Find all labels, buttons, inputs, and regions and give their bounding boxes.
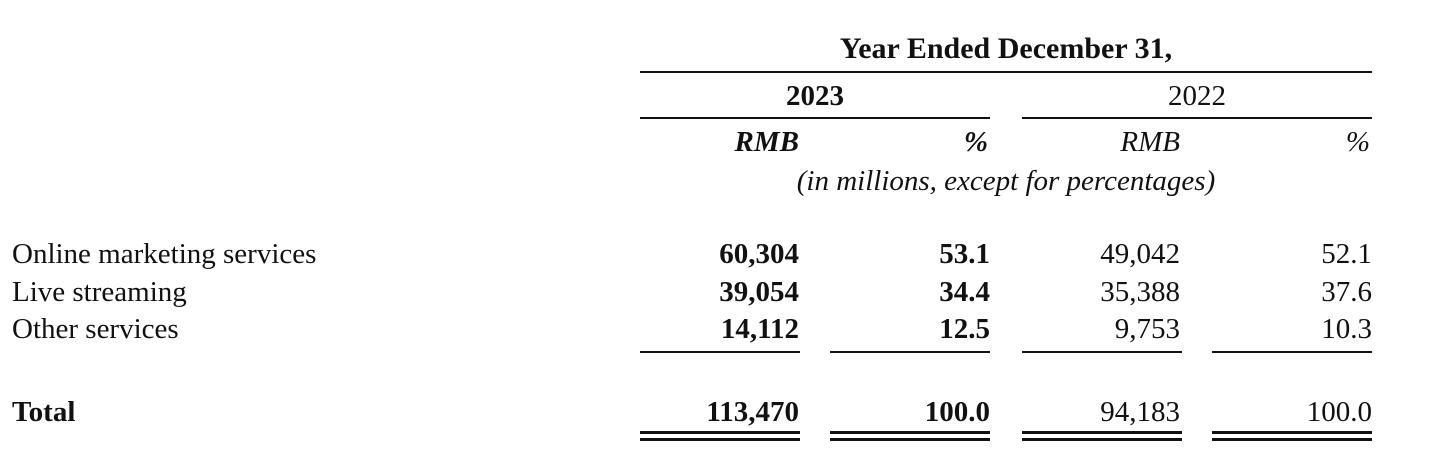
cell-pct-2022: 37.6 <box>1321 276 1372 308</box>
cell-rmb-2023: 60,304 <box>719 238 799 270</box>
total-double-rule <box>640 431 800 434</box>
total-double-rule <box>1022 438 1182 441</box>
row-label-total: Total <box>12 396 76 428</box>
period-header-rule <box>640 71 1372 73</box>
period-header: Year Ended December 31, <box>839 32 1173 65</box>
subtotal-rule <box>1212 351 1372 353</box>
col-header-pct-2022: % <box>1345 126 1370 158</box>
col-header-pct-2023: % <box>963 126 988 158</box>
col-header-rmb-2022: RMB <box>1120 126 1180 158</box>
cell-rmb-2022: 9,753 <box>1114 313 1180 345</box>
total-double-rule <box>830 431 990 434</box>
total-rmb-2023: 113,470 <box>706 396 799 428</box>
col-header-rmb-2023: RMB <box>734 126 799 158</box>
row-label-online-marketing: Online marketing services <box>12 238 317 270</box>
subtotal-rule <box>640 351 800 353</box>
unit-note: (in millions, except for percentages) <box>796 165 1216 197</box>
year-2022-rule <box>1022 117 1372 119</box>
cell-pct-2022: 52.1 <box>1321 238 1372 270</box>
cell-pct-2023: 34.4 <box>939 276 990 308</box>
row-label-live-streaming: Live streaming <box>12 276 187 308</box>
total-double-rule <box>1022 431 1182 434</box>
total-double-rule <box>1212 438 1372 441</box>
row-label-other-services: Other services <box>12 313 179 345</box>
year-2023-rule <box>640 117 990 119</box>
year-header-2023: 2023 <box>786 80 844 112</box>
total-double-rule <box>830 438 990 441</box>
cell-rmb-2022: 35,388 <box>1100 276 1180 308</box>
total-double-rule <box>1212 431 1372 434</box>
cell-pct-2023: 53.1 <box>939 238 990 270</box>
total-rmb-2022: 94,183 <box>1100 396 1180 428</box>
subtotal-rule <box>1022 351 1182 353</box>
total-pct-2022: 100.0 <box>1306 396 1372 428</box>
year-header-2022: 2022 <box>1168 80 1226 112</box>
cell-rmb-2022: 49,042 <box>1100 238 1180 270</box>
total-double-rule <box>640 438 800 441</box>
cell-pct-2023: 12.5 <box>939 313 990 345</box>
cell-rmb-2023: 39,054 <box>719 276 799 308</box>
subtotal-rule <box>830 351 990 353</box>
cell-rmb-2023: 14,112 <box>720 313 799 345</box>
cell-pct-2022: 10.3 <box>1321 313 1372 345</box>
total-pct-2023: 100.0 <box>924 396 990 428</box>
